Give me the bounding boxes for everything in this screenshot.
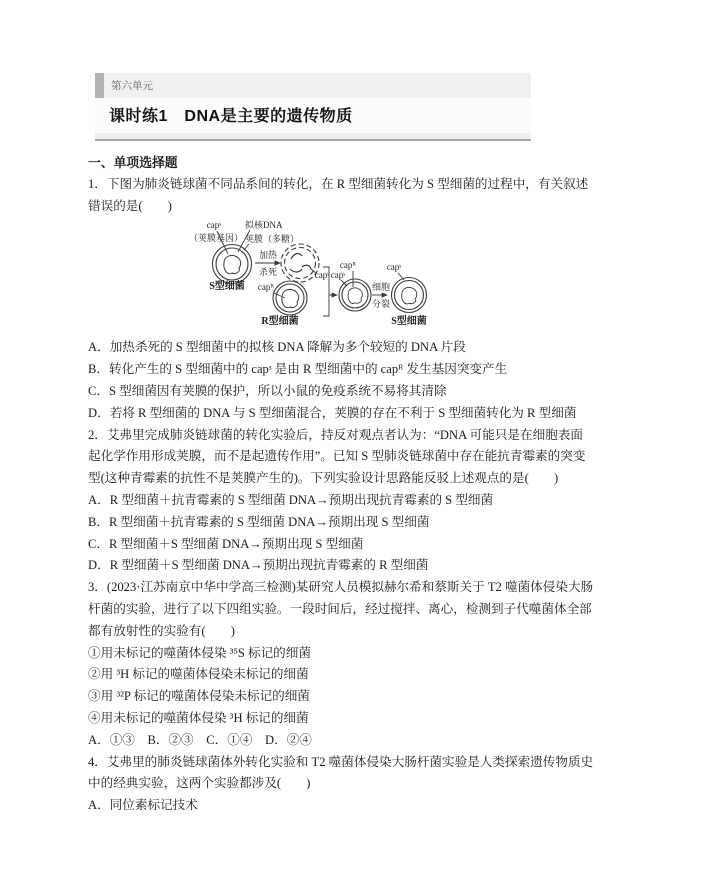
q3-item-3: ③用 ³²P 标记的噬菌体侵染未标记的细菌 [88, 689, 310, 704]
q1-stem-line-1: 1．下图为肺炎链球菌不同品系间的转化，在 R 型细菌转化为 S 型细菌的过程中，有关叙述 [88, 176, 589, 191]
q2-stem-line-1: 2．艾弗里完成肺炎链球菌的转化实验后，持反对观点者认为：“DNA 可能只是在细胞表面 [88, 427, 583, 442]
q2-option-c: C．R 型细菌＋S 型细菌 DNA→预期出现 S 型细菌 [88, 536, 364, 551]
header-card [95, 73, 531, 141]
capsule-gene-label: （荚膜基因） [189, 233, 244, 244]
q3-item-1: ①用未标记的噬菌体侵染 ³⁵S 标记的细菌 [88, 645, 311, 660]
q1-option-a: A．加热杀死的 S 型细菌中的拟核 DNA 降解为多个较短的 DNA 片段 [88, 340, 466, 355]
cap-s-result-label: capˢ [386, 262, 402, 273]
q2-stem-line-3: 型(这种青霉素的抗性不是荚膜产生的)。下列实验设计思路能反驳上述观点的是( ) [88, 471, 559, 486]
s-type-label-right: S型细菌 [391, 316, 427, 328]
unit-row [95, 73, 531, 98]
cell-label: 细胞 [371, 282, 391, 293]
nucleoid-dna-label: 拟核DNA [245, 220, 283, 231]
result-s-type-cell [392, 278, 427, 313]
q1-option-c: C．S 型细菌因有荚膜的保护，所以小鼠的免疫系统不易将其清除 [88, 383, 447, 398]
q3-item-4: ④用未标记的噬菌体侵染 ³H 标记的细菌 [88, 710, 309, 725]
q3-stem-line-3: 都有放射性的实验有( ) [88, 623, 235, 638]
cap-s-fragment-label: capˢ [314, 270, 330, 281]
cap-s-mix-label: capˢ [330, 270, 346, 281]
q3-item-2: ②用 ³H 标记的噬菌体侵染未标记的细菌 [88, 667, 309, 682]
q1-option-d: D．若将 R 型细菌的 DNA 与 S 型细菌混合，荚膜的存在不利于 S 型细菌转化为 R 型细菌 [88, 405, 577, 420]
dna-fragment [290, 269, 302, 272]
s-type-label-left: S型细菌 [209, 281, 245, 293]
capsule-polysaccharide-label: 荚膜（多糖） [245, 234, 300, 245]
q3-answer-options: A．①③ B．②③ C．①④ D．②④ [88, 732, 312, 747]
dna-fragment [302, 266, 311, 270]
page-title: 课时练1 DNA是主要的遗传物质 [109, 108, 353, 125]
cap-r-transformed-label: capᴿ [339, 260, 357, 271]
dna-fragment [291, 254, 302, 259]
q4-stem-line-1: 4．艾弗里的肺炎链球菌体外转化实验和 T2 噬菌体侵染大肠杆菌实验是人类探索遗传物质史 [88, 754, 594, 769]
heat-killed-s-cell [281, 244, 319, 282]
cap-r-label: capᴿ [257, 282, 275, 293]
q1-stem-line-2: 错误的是( ) [88, 198, 172, 213]
q3-stem-line-2: 杆菌的实验，进行了以下四组实验。一段时间后，经过搅拌、离心，检测到子代噬菌体全部 [88, 601, 592, 616]
q1-option-b: B．转化产生的 S 型细菌中的 capˢ 是由 R 型细菌中的 capᴿ 发生基因突变产生 [88, 362, 508, 377]
q2-option-a: A．R 型细菌＋抗青霉素的 S 型细菌 DNA→预期出现抗青霉素的 S 型细菌 [88, 492, 494, 507]
unit-label: 第六单元 [111, 80, 153, 92]
transformed-cell [339, 279, 371, 311]
card-shadow [95, 133, 531, 141]
q4-option-a: A．同位素标记技术 [88, 798, 198, 813]
q4-stem-line-2: 中的经典实验，这两个实验都涉及( ) [88, 776, 311, 791]
s-type-cell [213, 245, 252, 284]
division-label: 分裂 [371, 299, 391, 310]
worksheet-content [88, 152, 648, 817]
kill-label: 杀死 [258, 267, 278, 278]
q2-option-d: D．R 型细菌＋S 型细菌 DNA→预期出现抗青霉素的 R 型细菌 [88, 558, 429, 573]
r-type-label: R型细菌 [261, 316, 299, 328]
r-type-cell [273, 281, 307, 315]
section-title: 一、单项选择题 [88, 155, 178, 170]
cap-s-gene-label: capˢ [206, 220, 222, 231]
heat-label: 加热 [258, 250, 278, 261]
q2-option-b: B．R 型细菌＋抗青霉素的 S 型细菌 DNA→预期出现 S 型细菌 [88, 514, 430, 529]
q3-stem-line-1: 3．(2023·江苏南京中华中学高三检测)某研究人员模拟赫尔希和蔡斯关于 T2 噬菌体侵染大肠 [88, 580, 594, 595]
q2-stem-line-2: 起化学作用形成荚膜，而不是起遗传作用”。已知 S 型肺炎链球菌中存在能抗青霉素的突变 [88, 449, 586, 464]
accent-bar [95, 73, 104, 98]
q1-figure [88, 217, 648, 337]
transformation-diagram [183, 217, 441, 331]
title-row [95, 98, 531, 133]
